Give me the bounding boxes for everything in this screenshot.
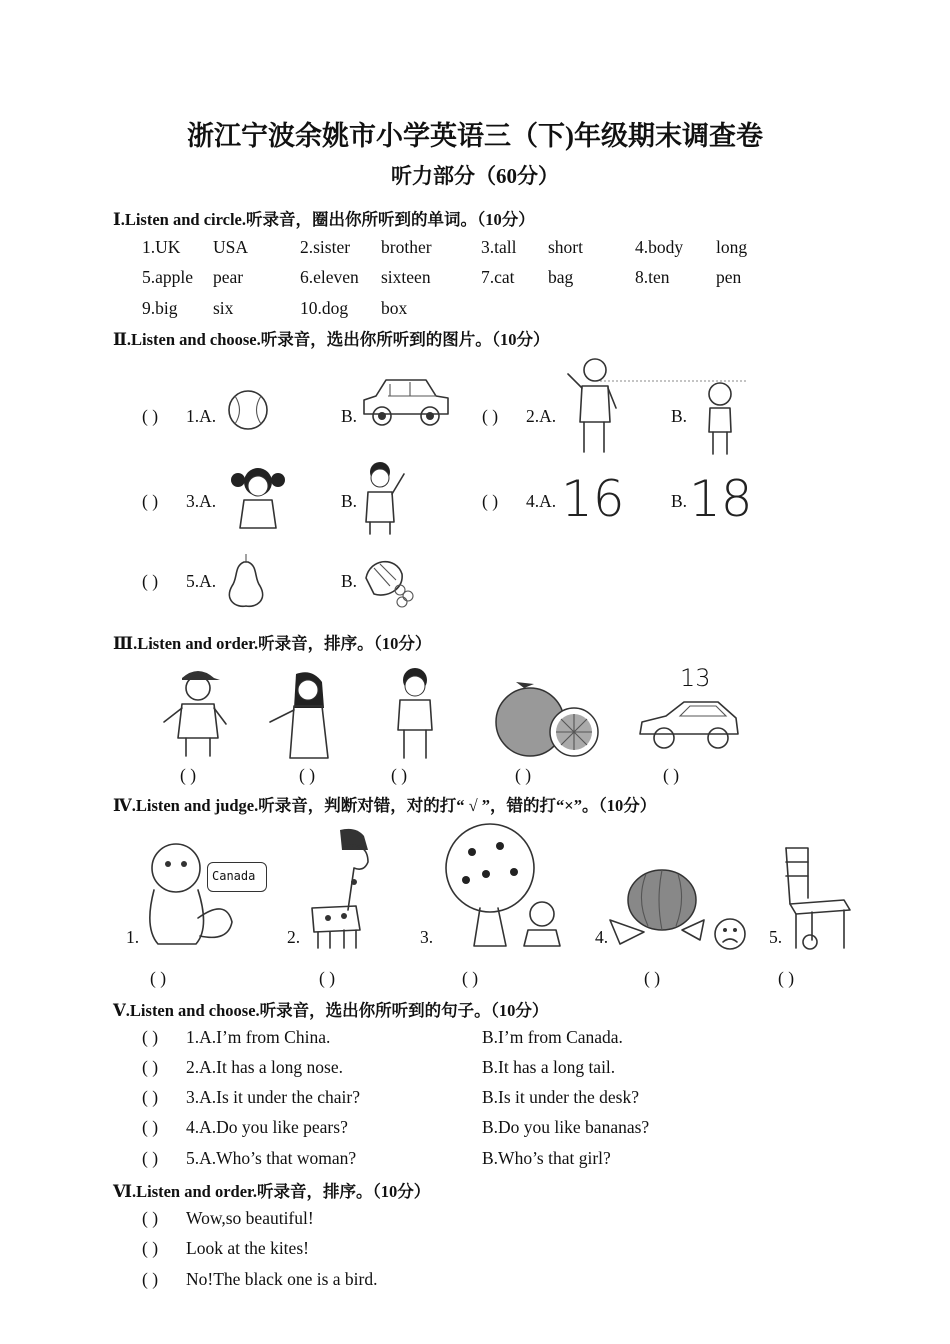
answer-blank[interactable]: ( ) — [319, 968, 336, 988]
word-option[interactable]: 5.apple — [142, 267, 194, 287]
sentence-option-a: 4.A.Do you like pears? — [186, 1117, 348, 1137]
chair-ball-image — [780, 844, 854, 952]
sentence-option-b: B.It has a long tail. — [482, 1057, 616, 1077]
word-option[interactable]: pear — [213, 267, 244, 287]
answer-blank[interactable]: ( ) — [142, 1148, 159, 1168]
sentence-option-b: B.Who’s that girl? — [482, 1148, 611, 1168]
sentence-option-b: B.I’m from Canada. — [482, 1027, 623, 1047]
section-6-heading: Ⅵ.Listen and order.听录音，排序。（10分） — [113, 1182, 431, 1201]
answer-blank[interactable]: ( ) — [142, 1238, 159, 1258]
answer-blank[interactable]: ( ) — [142, 491, 159, 511]
section-2-heading: Ⅱ.Listen and choose.听录音，选出你所听到的图片。（10分） — [113, 330, 550, 349]
word-option[interactable]: 2.sister — [300, 237, 351, 257]
short-boy-image — [698, 380, 742, 456]
answer-blank[interactable]: ( ) — [142, 406, 159, 426]
answer-blank[interactable]: ( ) — [482, 406, 499, 426]
question-label: 5.A. — [186, 571, 217, 591]
girl-image — [226, 462, 292, 532]
boy-cap-image — [160, 662, 236, 760]
word-option[interactable]: 9.big — [142, 298, 178, 318]
question-label: 2.A. — [526, 406, 557, 426]
answer-blank[interactable]: ( ) — [391, 765, 408, 785]
pear-image — [224, 552, 268, 608]
answer-blank[interactable]: ( ) — [644, 968, 661, 988]
car-number-label: 13 — [680, 664, 711, 692]
word-option[interactable]: 7.cat — [481, 267, 515, 287]
word-option[interactable]: USA — [213, 237, 249, 257]
word-option[interactable]: pen — [716, 267, 742, 287]
word-option[interactable]: 4.body — [635, 237, 684, 257]
option-b-label: B. — [341, 406, 358, 426]
answer-blank[interactable]: ( ) — [142, 1208, 159, 1228]
sentence-option-a: 2.A.It has a long nose. — [186, 1057, 343, 1077]
option-b-label: B. — [341, 571, 358, 591]
sentence-option-b: B.Is it under the desk? — [482, 1087, 639, 1107]
sedan-car-image — [636, 694, 742, 754]
woman-image — [266, 668, 346, 760]
question-label: 1.A. — [186, 406, 217, 426]
picture-number: 4. — [595, 927, 609, 947]
question-label: 4.A. — [526, 491, 557, 511]
boy-image-2 — [388, 666, 442, 760]
answer-blank[interactable]: ( ) — [150, 968, 167, 988]
sentence-option-b: B.Do you like bananas? — [482, 1117, 650, 1137]
answer-blank[interactable]: ( ) — [515, 765, 532, 785]
word-option[interactable]: sixteen — [381, 267, 431, 287]
car-image — [360, 374, 452, 430]
beaver-image — [140, 838, 270, 952]
order-sentence: Wow,so beautiful! — [186, 1208, 314, 1228]
word-option[interactable]: 10.dog — [300, 298, 349, 318]
sentence-option-a: 1.A.I’m from China. — [186, 1027, 331, 1047]
answer-blank[interactable]: ( ) — [142, 1087, 159, 1107]
answer-blank[interactable]: ( ) — [142, 1057, 159, 1077]
answer-blank[interactable]: ( ) — [142, 571, 159, 591]
picture-number: 3. — [420, 927, 434, 947]
order-sentence: No!The black one is a bird. — [186, 1269, 378, 1289]
option-b-label: B. — [671, 491, 688, 511]
order-sentence: Look at the kites! — [186, 1238, 309, 1258]
answer-blank[interactable]: ( ) — [778, 968, 795, 988]
tree-boy-image — [428, 818, 578, 950]
word-option[interactable]: short — [548, 237, 583, 257]
word-option[interactable]: 3.tall — [481, 237, 517, 257]
page-subtitle: 听力部分（60分） — [391, 164, 559, 188]
canada-sign-text: Canada — [212, 869, 256, 883]
grapes-image — [356, 550, 418, 610]
orange-image — [494, 682, 606, 758]
sentence-option-a: 3.A.Is it under the chair? — [186, 1087, 360, 1107]
word-option[interactable]: 6.eleven — [300, 267, 359, 287]
answer-blank[interactable]: ( ) — [462, 968, 479, 988]
watermelon-image — [606, 860, 748, 952]
option-b-label: B. — [341, 491, 358, 511]
option-b-label: B. — [671, 406, 688, 426]
sentence-option-a: 5.A.Who’s that woman? — [186, 1148, 357, 1168]
baseball-image — [226, 388, 270, 432]
word-option[interactable]: 1.UK — [142, 237, 181, 257]
number-option-a: 16 — [561, 470, 625, 528]
word-option[interactable]: 8.ten — [635, 267, 670, 287]
picture-number: 2. — [287, 927, 301, 947]
word-option[interactable]: bag — [548, 267, 574, 287]
answer-blank[interactable]: ( ) — [142, 1027, 159, 1047]
answer-blank[interactable]: ( ) — [482, 491, 499, 511]
answer-blank[interactable]: ( ) — [142, 1117, 159, 1137]
number-option-b: 18 — [689, 470, 753, 528]
word-option[interactable]: box — [381, 298, 408, 318]
page-title: 浙江宁波余姚市小学英语三（下)年级期末调查卷 — [187, 121, 763, 151]
picture-number: 1. — [126, 927, 140, 947]
answer-blank[interactable]: ( ) — [299, 765, 316, 785]
word-option[interactable]: long — [716, 237, 748, 257]
answer-blank[interactable]: ( ) — [142, 1269, 159, 1289]
section-1-heading: Ⅰ.Listen and circle.听录音，圈出你所听到的单词。（10分） — [113, 210, 535, 229]
answer-blank[interactable]: ( ) — [663, 765, 680, 785]
section-5-heading: Ⅴ.Listen and choose.听录音，选出你所听到的句子。（10分） — [113, 1001, 549, 1020]
answer-blank[interactable]: ( ) — [180, 765, 197, 785]
giraffe-image — [298, 826, 382, 952]
boy-image — [354, 460, 414, 536]
question-label: 3.A. — [186, 491, 217, 511]
word-option[interactable]: brother — [381, 237, 432, 257]
section-3-heading: Ⅲ.Listen and order.听录音，排序。（10分） — [113, 634, 432, 653]
section-4-heading: Ⅳ.Listen and judge.听录音，判断对错，对的打“ √ ”，错的打“×”。（10分） — [113, 796, 657, 815]
picture-number: 5. — [769, 927, 783, 947]
word-option[interactable]: six — [213, 298, 234, 318]
